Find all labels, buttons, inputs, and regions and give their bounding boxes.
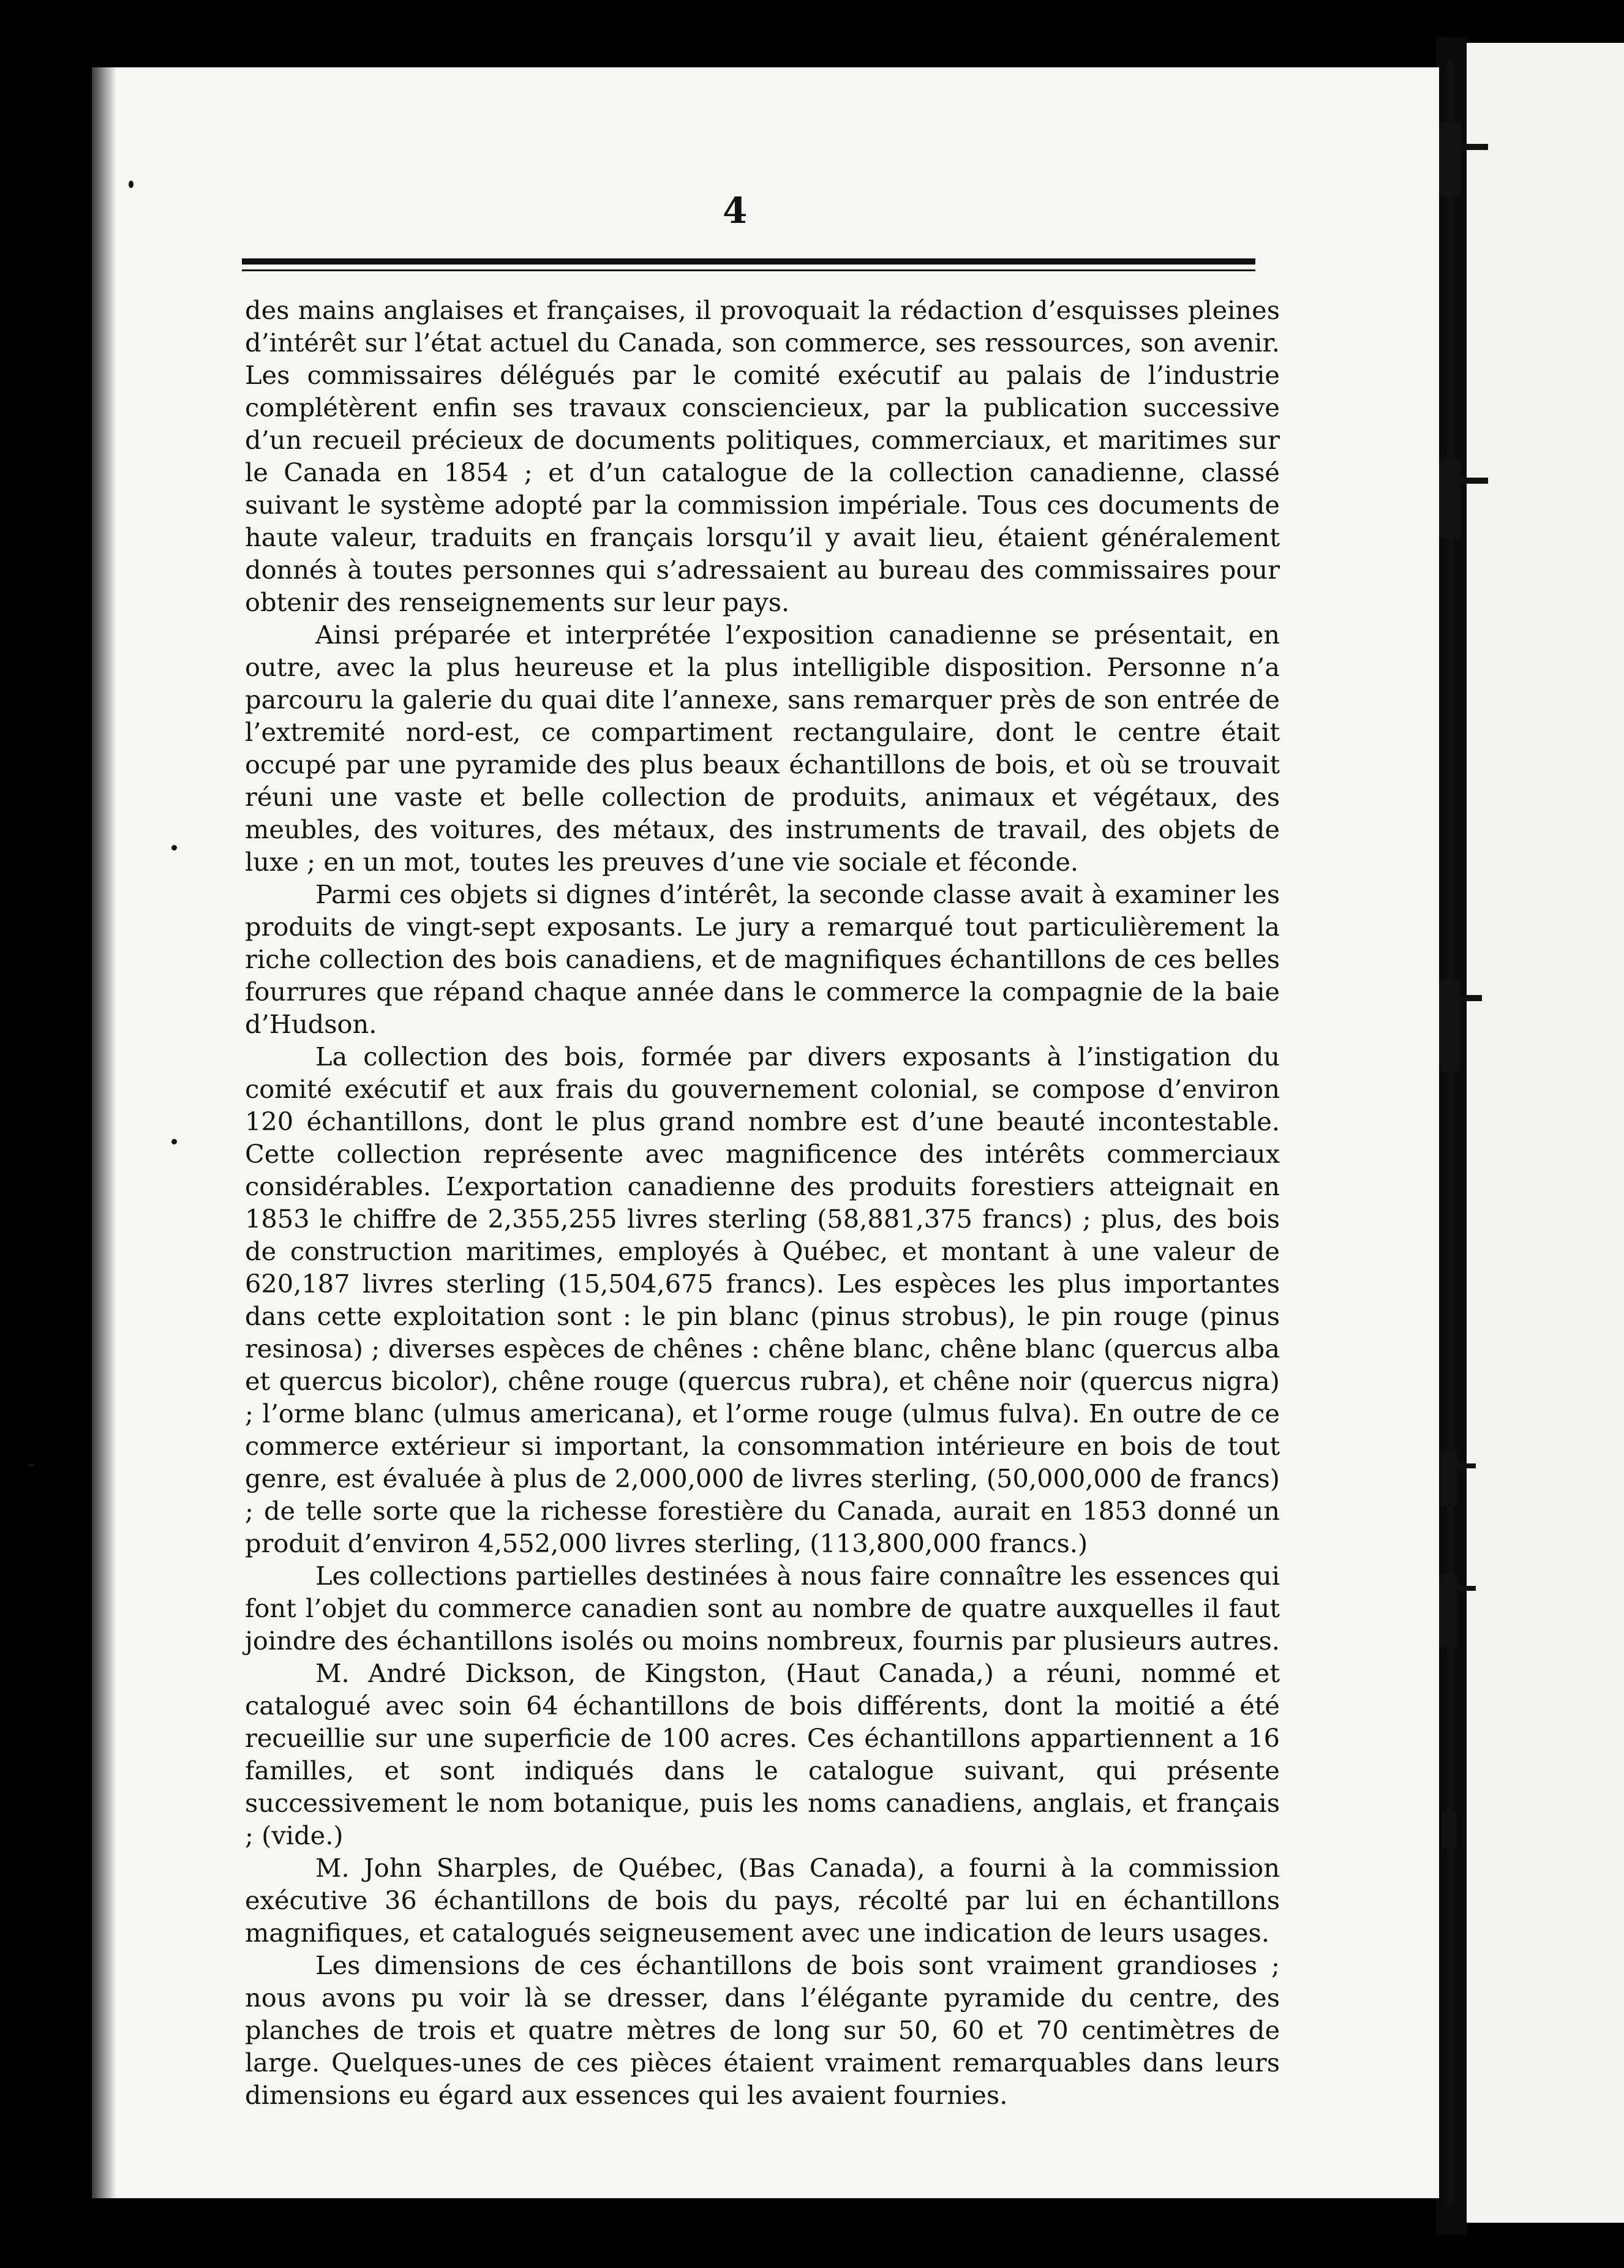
paragraph: des mains anglaises et françaises, il provoquait la rédaction d’esquisses pleines d’intérêt sur l’état actuel du Canada, son commerce, ses ressources, son avenir. Les commissaires délégués par le comité exécutif au palais de l’industrie complétèrent enfin ses travaux consciencieux, par la publication successive d’un recueil précieux de documents politiques, commerciaux, et maritimes sur le Canada en 1854 ; et d’un catalogue de la collection canadienne, classé suivant le système adopté par la commission impériale. Tous ces documents de haute valeur, traduits en français lorsqu’il y avait lieu, étaient généralement donnés à toutes personnes qui s’adressaient au bureau des commissaires pour obtenir des renseignements sur leur pays. xyxy=(245,295,1280,617)
scan-speck xyxy=(171,845,177,850)
scan-speck xyxy=(28,1463,35,1467)
paragraph: M. André Dickson, de Kingston, (Haut Canada,) a réuni, nommé et catalogué avec soin 64 échantillons de bois différents, dont la moitié a été recueillie sur une superficie de 100 acres. Ces échantillons appartiennent a 16 familles, et sont indiqués dans le catalogue suivant, qui présente successivement le nom botanique, puis les noms canadiens, anglais, et français ; (vide.) xyxy=(245,1658,1280,1850)
paragraph: La collection des bois, formée par divers exposants à l’instigation du comité exécutif et aux frais du gouvernement colonial, se compose d’environ 120 échantillons, dont le plus grand nombre est d’une beauté incontestable. Cette collection représente avec magnificence des intérêts commerciaux considérables. L’exportation canadienne des produits forestiers atteignait en 1853 le chiffre de 2,355,255 livres sterling (58,881,375 francs) ; plus, des bois de construction maritimes, employés à Québec, et montant à une valeur de 620,187 livres sterling (15,504,675 francs). Les espèces les plus importantes dans cette exploitation sont : le pin blanc (pinus strobus), le pin rouge (pinus resinosa) ; diverses espèces de chênes : chêne blanc, chêne blanc (quercus alba et quercus bicolor), chêne rouge (quercus rubra), et chêne noir (quercus nigra) ; l’orme blanc (ulmus americana), et l’orme rouge (ulmus fulva). En outre de ce commerce extérieur si important, la consommation intérieure en bois de tout genre, est évaluée à plus de 2,000,000 de livres sterling, (50,000,000 de francs) ; de telle sorte que la richesse forestière du Canada, aurait en 1853 donné un produit d’environ 4,552,000 livres sterling, (113,800,000 francs.) xyxy=(245,1042,1280,1558)
body-text xyxy=(245,294,1280,2110)
scan-speck xyxy=(171,1139,177,1144)
paragraph: Les collections partielles destinées à nous faire connaître les essences qui font l’objet du commerce canadien sont au nombre de quatre auxquelles il faut joindre des échantillons isolés ou moins nombreux, fournis par plusieurs autres. xyxy=(245,1561,1280,1656)
paragraph: Les dimensions de ces échantillons de bois sont vraiment grandioses ; nous avons pu voir là se dresser, dans l’élégante pyramide du centre, des planches de trois et quatre mètres de long sur 50, 60 et 70 centimètres de large. Quelques-unes de ces pièces étaient vraiment remarquables dans leurs dimensions eu égard aux essences qui les avaient fournies. xyxy=(245,1950,1280,2110)
paragraph: Parmi ces objets si dignes d’intérêt, la seconde classe avait à examiner les produits de vingt-sept exposants. Le jury a remarqué tout particulièrement la riche collection des bois canadiens, et de magnifiques échantillons de ces belles fourrures que répand chaque année dans le commerce la compagnie de la baie d’Hudson. xyxy=(245,879,1280,1039)
header-rule-thin xyxy=(242,269,1255,271)
page-number: 4 xyxy=(723,190,748,231)
scan-speck xyxy=(129,181,133,188)
paragraph: M. John Sharples, de Québec, (Bas Canada), a fourni à la commission exécutive 36 échantillons de bois du pays, récolté par lui en échantillons magnifiques, et catalogués seigneusement avec une indication de leurs usages. xyxy=(245,1853,1280,1948)
header-rule xyxy=(242,258,1255,265)
paragraph: Ainsi préparée et interprétée l’exposition canadienne se présentait, en outre, avec la plus heureuse et la plus intelligible disposition. Personne n’a parcouru la galerie du quai dite l’annexe, sans remarquer près de son entrée de l’extremité nord-est, ce compartiment rectangulaire, dont le centre était occupé par une pyramide des plus beaux échantillons de bois, et où se trouvait réuni une vaste et belle collection de produits, animaux et végétaux, des meubles, des voitures, des métaux, des instruments de travail, des objets de luxe ; en un mot, toutes les preuves d’une vie sociale et féconde. xyxy=(245,620,1280,877)
